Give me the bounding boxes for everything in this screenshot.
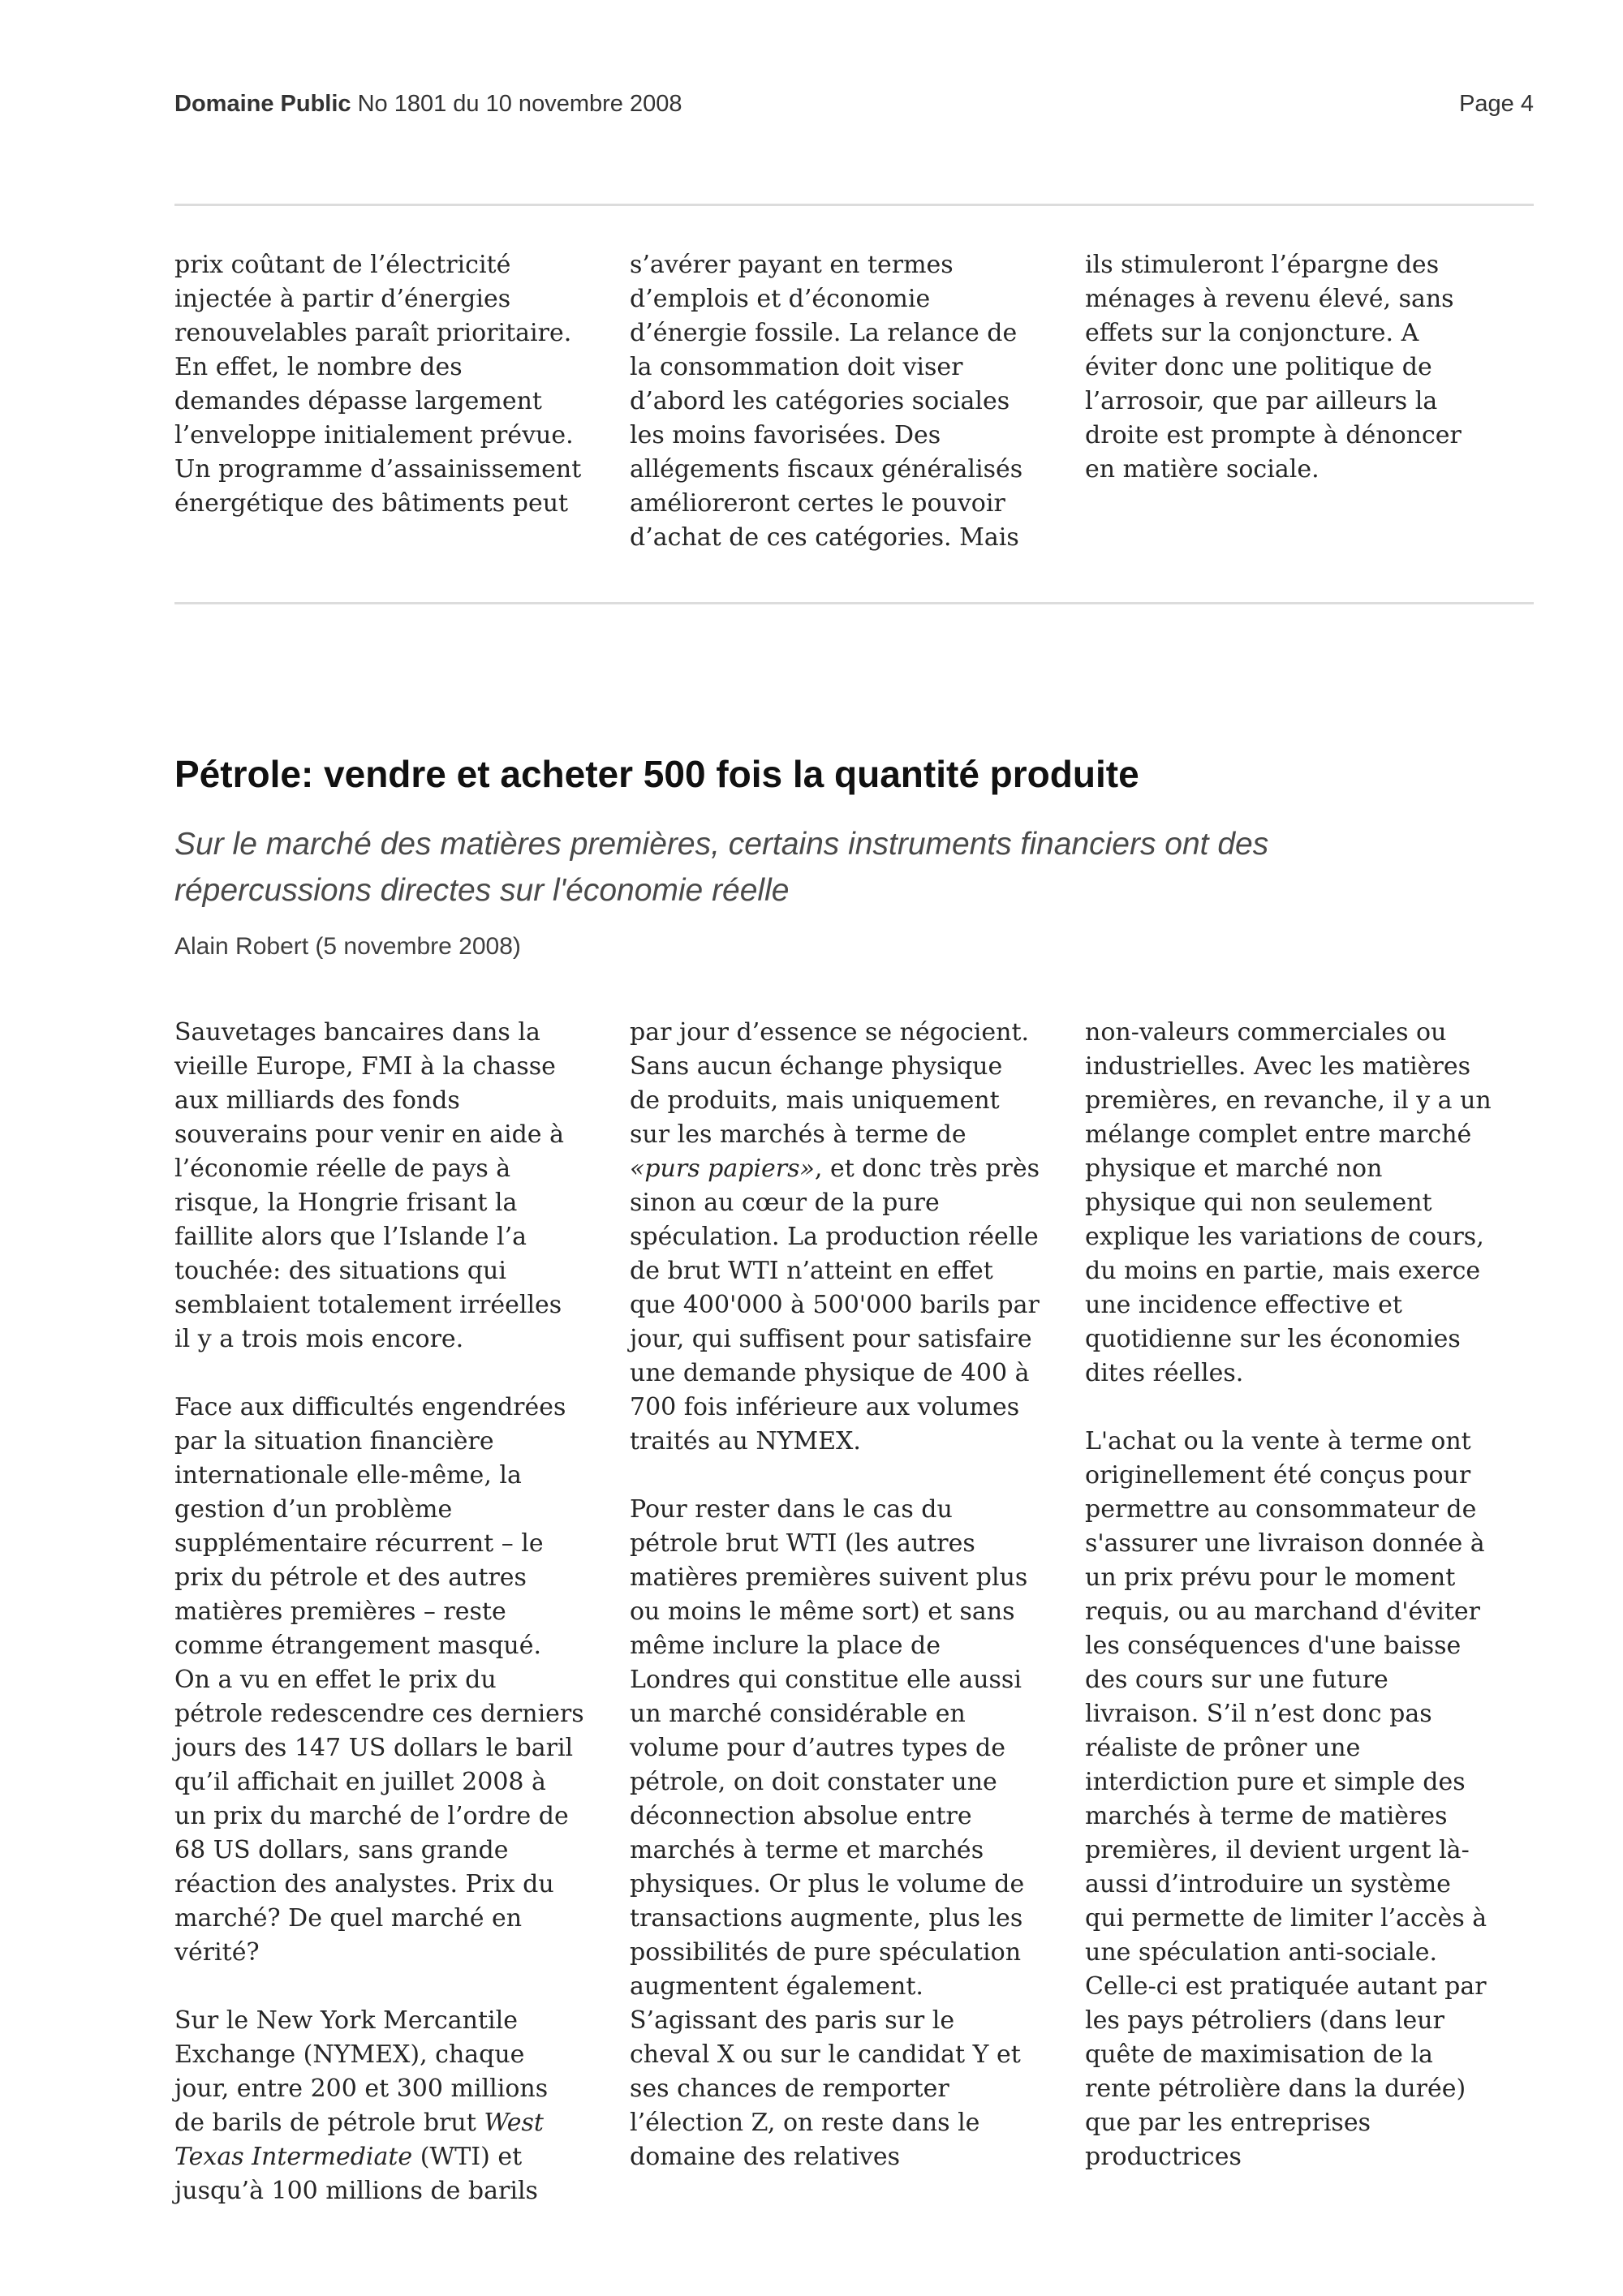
paragraph: Face aux difficultés engendrées par la situation financière internationale elle-même, la gestion d’un problème supplémentaire récurrent – le prix du pétrole et des autres matières premières – reste comme étrangement masqué. On a vu en effet le prix du pétrole redescendre ces derniers jours des 147 US dollars le baril qu’il affichait en juillet 2008 à un prix du marché de l’ordre de 68 US dollars, sans grande réaction des analystes. Prix du marché? De quel marché en vérité? xyxy=(174,1392,584,1967)
body-column-2 xyxy=(630,1016,1040,2208)
top-column-3 xyxy=(1085,248,1495,555)
previous-article-continuation xyxy=(174,248,1534,555)
article-body xyxy=(174,1016,1534,2208)
paragraph: prix coûtant de l’électricité injectée à partir d’énergies renouvelables paraît prioritaire. En effet, le nombre des demandes dépasse largement l’enveloppe initialement prévue. Un programme d’assainissement énergétique des bâtiments peut xyxy=(174,251,582,518)
header-divider xyxy=(174,204,1534,206)
article-subtitle xyxy=(174,821,1534,914)
paragraph: Pour rester dans le cas du pétrole brut WTI (les autres matières premières suivent plus ou moins le même sort) et sans même inclure la place de Londres qui constitue elle aussi un marché considérable en volume pour d’autres types de pétrole, on doit constater une déconnection absolue entre marchés à terme et marchés physiques. Or plus le volume de transactions augmente, plus les possibilités de pure spéculation augmentent également. S’agissant des paris sur le cheval X ou sur le candidat Y et ses chances de remporter l’élection Z, on reste dans le domaine des relatives xyxy=(630,1494,1028,2171)
subtitle-line-2: répercussions directes sur l'économie réelle xyxy=(174,872,790,908)
article-title: Pétrole: vendre et acheter 500 fois la quantité produite xyxy=(174,753,1139,795)
page-header xyxy=(174,91,1534,118)
paragraph: non-valeurs commerciales ou industrielles. Avec les matières premières, en revanche, il y a un mélange complet entre marché physique et marché non physique qui non seulement explique les variations de cours, du moins en partie, mais exerce une incidence effective et quotidienne sur les économies dites réelles. xyxy=(1085,1017,1492,1387)
publication-name: Domaine Public xyxy=(174,91,351,117)
paragraph: ils stimuleront l’épargne des ménages à revenu élevé, sans effets sur la conjoncture. A éviter donc une politique de l’arrosoir, que par ailleurs la droite est prompte à dénoncer en matière sociale. xyxy=(1085,251,1462,484)
paragraph: Sauvetages bancaires dans la vieille Europe, FMI à la chasse aux milliards des fonds souverains pour venir en aide à l’économie réelle de pays à risque, la Hongrie frisant la faillite alors que l’Islande l’a touchée: des situations qui semblaient totalement irréelles il y a trois mois encore. xyxy=(174,1017,564,1353)
article-byline: Alain Robert (5 novembre 2008) xyxy=(174,932,521,960)
subtitle-line-1: Sur le marché des matières premières, certains instruments financiers ont des xyxy=(174,826,1269,862)
paragraph: s’avérer payant en termes d’emplois et d’économie d’énergie fossile. La relance de la consommation doit viser d’abord les catégories sociales les moins favorisées. Des allégements fiscaux généralisés amélioreront certes le pouvoir d’achat de ces catégories. Mais xyxy=(630,251,1023,552)
body-column-1 xyxy=(174,1016,584,2208)
top-column-2 xyxy=(630,248,1040,555)
top-column-1 xyxy=(174,248,584,555)
paragraph: Sur le New York Mercantile Exchange (NYMEX), chaque jour, entre 200 et 300 millions de barils de pétrole brut West Texas Intermediate (WTI) et jusqu’à 100 millions de barils xyxy=(174,2006,549,2205)
page-number: Page 4 xyxy=(1459,91,1534,117)
section-divider xyxy=(174,602,1534,604)
paragraph: L'achat ou la vente à terme ont originellement été conçus pour permettre au consommateur de s'assurer une livraison donnée à un prix prévu pour le moment requis, ou au marchand d'éviter les conséquences d'une baisse des cours sur une future livraison. S’il n’est donc pas réaliste de prôner une interdiction pure et simple des marchés à terme de matières premières, il devient urgent là-aussi d’introduire un système qui permette de limiter l’accès à une spéculation anti-sociale. Celle-ci est pratiquée autant par les pays pétroliers (dans leur quête de maximisation de la rente pétrolière dans la durée) que par les entreprises productrices xyxy=(1085,1426,1487,2171)
body-column-3 xyxy=(1085,1016,1495,2208)
header-left xyxy=(174,91,682,118)
paragraph: par jour d’essence se négocient. Sans aucun échange physique de produits, mais uniquement sur les marchés à terme de «purs papiers», et donc très près sinon au cœur de la pure spéculation. La production réelle de brut WTI n’atteint en effet que 400'000 à 500'000 barils par jour, qui suffisent pour satisfaire une demande physique de 400 à 700 fois inférieure aux volumes traités au NYMEX. xyxy=(630,1017,1040,1455)
issue-info: No 1801 du 10 novembre 2008 xyxy=(357,91,682,117)
